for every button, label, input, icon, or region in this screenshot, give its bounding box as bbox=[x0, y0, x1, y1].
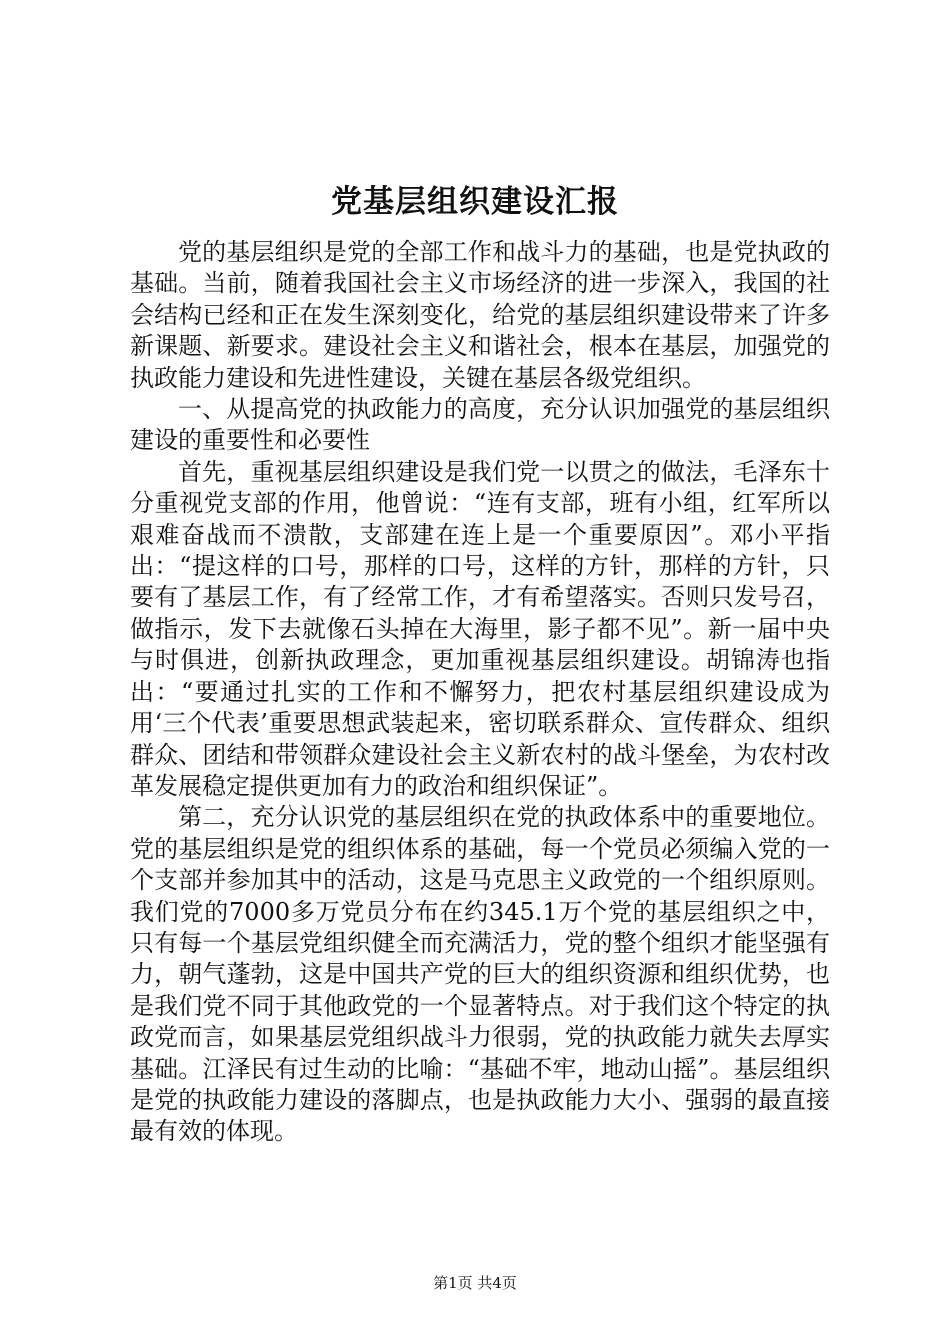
document-body bbox=[130, 237, 830, 1148]
paragraph-intro: 党的基层组织是党的全部工作和战斗力的基础，也是党执政的基础。当前，随着我国社会主义市场经济的进一步深入，我国的社会结构已经和正在发生深刻变化，给党的基层组织建设带来了许多新课题、新要求。建设社会主义和谐社会，根本在基层，加强党的执政能力建设和先进性建设，关键在基层各级党组织。 bbox=[130, 238, 830, 392]
page-title: 党基层组织建设汇报 bbox=[331, 184, 619, 220]
paragraph-first-point: 首先，重视基层组织建设是我们党一以贯之的做法，毛泽东十分重视党支部的作用，他曾说：“连有支部，班有小组，红军所以艰难奋战而不溃散，支部建在连上是一个重要原因”。邓小平指出：“提这样的口号，那样的口号，这样的方针，那样的方针，只要有了基层工作，有了经常工作，才有希望落实。否则只发号召，做指示，发下去就像石头掉在大海里，影子都不见”。新一届中央与时俱进，创新执政理念，更加重视基层组织建设。胡锦涛也指出：“要通过扎实的工作和不懈努力，把农村基层组织建设成为用‘三个代表’重要思想武装起来，密切联系群众、宣传群众、组织群众、团结和带领群众建设社会主义新农村的战斗堡垒，为农村改革发展稳定提供更加有力的政治和组织保证”。 bbox=[130, 457, 830, 800]
section-heading-1: 一、从提高党的执政能力的高度，充分认识加强党的基层组织建设的重要性和必要性 bbox=[130, 395, 830, 455]
paragraph-second-point: 第二，充分认识党的基层组织在党的执政体系中的重要地位。党的基层组织是党的组织体系的基础，每一个党员必须编入党的一个支部并参加其中的活动，这是马克思主义政党的一个组织原则。我们党的7000多万党员分布在约345.1万个党的基层组织之中，只有每一个基层党组织健全而充满活力，党的整个组织才能坚强有力，朝气蓬勃，这是中国共产党的巨大的组织资源和组织优势，也是我们党不同于其他政党的一个显著特点。对于我们这个特定的执政党而言，如果基层党组织战斗力很弱，党的执政能力就失去厚实基础。江泽民有过生动的比喻：“基础不牢，地动山摇”。基层组织是党的执政能力建设的落脚点，也是执政能力大小、强弱的最直接最有效的体现。 bbox=[130, 803, 830, 1146]
page-footer: 第1页 共4页 bbox=[433, 1274, 517, 1292]
